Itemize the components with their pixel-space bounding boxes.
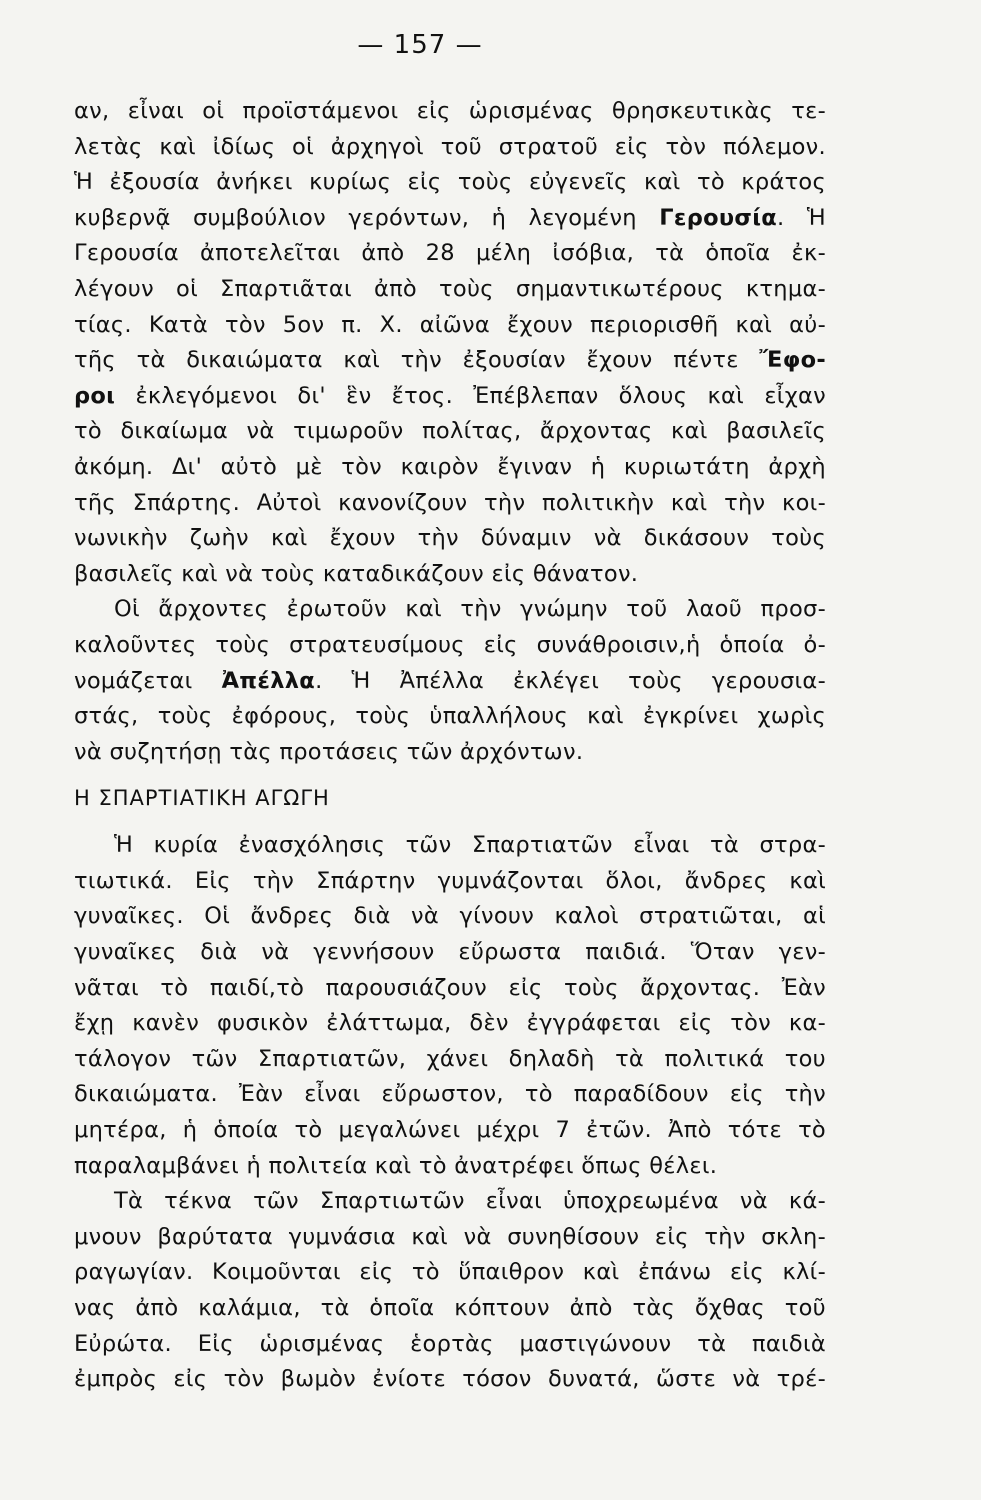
page-number: — 157 —	[357, 30, 483, 60]
body-text	[74, 94, 826, 1398]
text-line: αν, εἶναι οἱ προϊστάμενοι εἰς ὡρισμένας θρησκευτικὰς τε-	[74, 98, 826, 124]
text-line: Ἡ κυρία ἐνασχόλησις τῶν Σπαρτιατῶν εἶναι τὰ στρα-	[114, 832, 826, 859]
text-line	[74, 343, 826, 379]
bold-term: Ἀπέλλα	[221, 667, 316, 694]
text-line: τάλογον τῶν Σπαρτιατῶν, χάνει δηλαδὴ τὰ πολιτικά του	[74, 1045, 826, 1072]
text-line: καλοῦντες τοὺς στρατευσίμους εἰς συνάθροισιν,ἡ ὁποία ὀ-	[74, 631, 826, 658]
text-line: λετὰς καὶ ἰδίως οἱ ἀρχηγοὶ τοῦ στρατοῦ εἰς τὸν πόλεμον.	[74, 133, 826, 160]
text-span: κυβερνᾷ συμβούλιον γερόντων, ἡ λεγομένη	[74, 204, 660, 231]
text-line: Τὰ τέκνα τῶν Σπαρτιωτῶν εἶναι ὑποχρεωμένα νὰ κά-	[114, 1188, 826, 1215]
text-span: . Ἡ Ἀπέλλα ἐκλέγει τοὺς γερουσια-	[315, 667, 826, 694]
text-span: ἐκλεγόμενοι δι' ἓν ἔτος. Ἐπέβλεπαν ὅλους καὶ εἶχαν	[115, 382, 826, 409]
text-line: λέγουν οἱ Σπαρτιᾶται ἀπὸ τοὺς σημαντικωτέρους κτημα-	[74, 275, 826, 302]
bold-term: Ἔφο-	[759, 347, 826, 374]
text-line: τῆς Σπάρτης. Αὐτοὶ κανονίζουν τὴν πολιτικὴν καὶ τὴν κοι-	[74, 489, 826, 516]
text-line	[74, 201, 826, 237]
text-line: ραγωγίαν. Κοιμοῦνται εἰς τὸ ὕπαιθρον καὶ ἐπάνω εἰς κλί-	[74, 1259, 826, 1286]
text-line: Γερουσία ἀποτελεῖται ἀπὸ 28 μέλη ἰσόβια, τὰ ὁποῖα ἐκ-	[74, 240, 826, 267]
text-line: ἔχῃ κανὲν φυσικὸν ἐλάττωμα, δὲν ἐγγράφεται εἰς τὸν κα-	[74, 1010, 826, 1037]
text-line: Ἡ ἐξουσία ἀνήκει κυρίως εἰς τοὺς εὐγενεῖς καὶ τὸ κράτος	[74, 169, 826, 196]
section-heading: Η ΣΠΑΡΤΙΑΤΙΚΗ ΑΓΩΓΗ	[74, 786, 330, 811]
text-span: τῆς τὰ δικαιώματα καὶ τὴν ἐξουσίαν ἔχουν πέντε	[74, 347, 760, 374]
text-line: Εὐρώτα. Εἰς ὡρισμένας ἑορτὰς μαστιγώνουν τὰ παιδιὰ	[74, 1330, 826, 1357]
text-line: μνουν βαρύτατα γυμνάσια καὶ νὰ συνηθίσουν εἰς τὴν σκλη-	[74, 1223, 826, 1250]
text-line: νωνικὴν ζωὴν καὶ ἔχουν τὴν δύναμιν νὰ δικάσουν τοὺς	[74, 525, 826, 552]
bold-term: Γερουσία	[659, 204, 778, 231]
text-line: στάς, τοὺς ἐφόρους, τοὺς ὑπαλλήλους καὶ ἐγκρίνει χωρὶς	[74, 703, 826, 730]
text-line: νὰ συζητήσῃ τὰς προτάσεις τῶν ἀρχόντων.	[74, 738, 584, 765]
text-line	[74, 664, 826, 700]
text-span: . Ἡ	[777, 204, 826, 231]
text-line: γυναῖκες διὰ νὰ γεννήσουν εὔρωστα παιδιά. Ὅταν γεν-	[74, 939, 826, 966]
text-line: ἐμπρὸς εἰς τὸν βωμὸν ἐνίοτε τόσον δυνατά, ὥστε νὰ τρέ-	[74, 1366, 826, 1393]
text-line: τίας. Κατὰ τὸν 5ον π. Χ. αἰῶνα ἔχουν περιορισθῆ καὶ αὐ-	[74, 311, 826, 338]
text-line	[74, 379, 826, 415]
text-span: νομάζεται	[74, 667, 222, 694]
text-line: ἀκόμη. Δι' αὐτὸ μὲ τὸν καιρὸν ἔγιναν ἡ κυριωτάτη ἀρχὴ	[74, 453, 826, 480]
text-line: τὸ δικαίωμα νὰ τιμωροῦν πολίτας, ἄρχοντας καὶ βασιλεῖς	[74, 418, 826, 445]
text-line: τιωτικά. Εἰς τὴν Σπάρτην γυμνάζονται ὅλοι, ἄνδρες καὶ	[74, 867, 826, 894]
text-line: νας ἀπὸ καλάμια, τὰ ὁποῖα κόπτουν ἀπὸ τὰς ὄχθας τοῦ	[74, 1295, 826, 1321]
text-line: μητέρα, ἡ ὁποία τὸ μεγαλώνει μέχρι 7 ἐτῶν. Ἀπὸ τότε τὸ	[74, 1117, 826, 1144]
text-line: γυναῖκες. Οἱ ἄνδρες διὰ νὰ γίνουν καλοὶ στρατιῶται, αἱ	[74, 903, 826, 930]
text-line: παραλαμβάνει ἡ πολιτεία καὶ τὸ ἀνατρέφει ὅπως θέλει.	[74, 1152, 718, 1179]
text-line: δικαιώματα. Ἐὰν εἶναι εὔρωστον, τὸ παραδίδουν εἰς τὴν	[74, 1081, 826, 1108]
bold-term: ροι	[74, 382, 116, 409]
text-line: Οἱ ἄρχοντες ἐρωτοῦν καὶ τὴν γνώμην τοῦ λαοῦ προσ-	[114, 596, 826, 623]
text-line: νᾶται τὸ παιδί,τὸ παρουσιάζουν εἰς τοὺς ἄρχοντας. Ἐὰν	[74, 974, 826, 1001]
text-line: βασιλεῖς καὶ νὰ τοὺς καταδικάζουν εἰς θάνατον.	[74, 560, 639, 587]
